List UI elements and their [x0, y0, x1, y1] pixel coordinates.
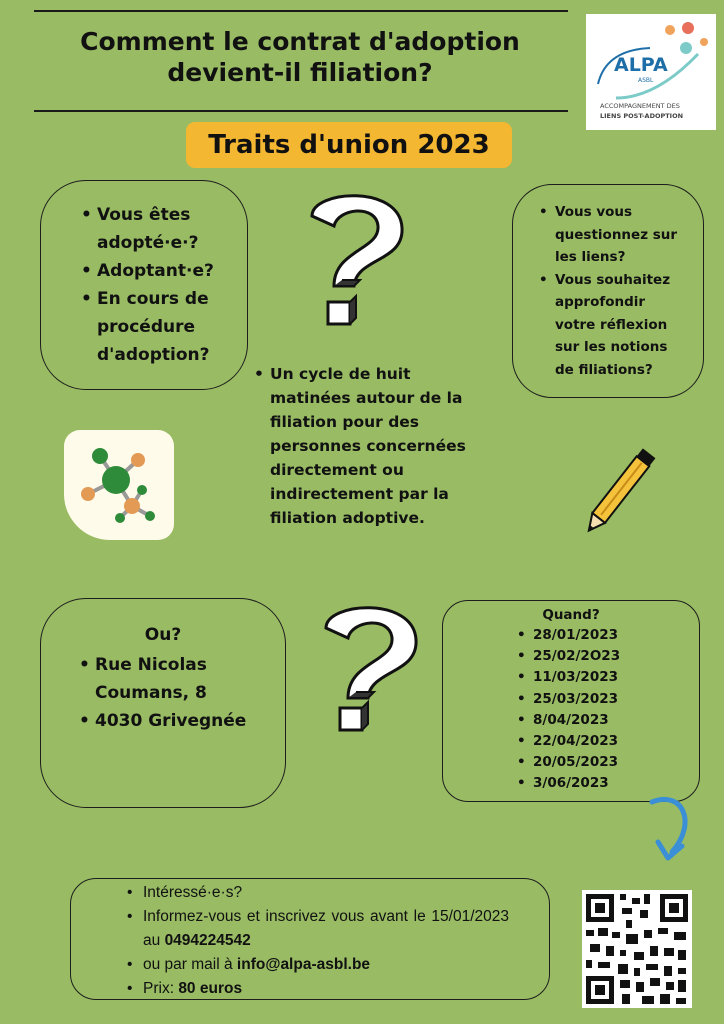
question-item: • Vous vous questionnez sur les liens?	[537, 201, 685, 269]
price-label: Prix:	[143, 980, 179, 997]
alpa-logo	[586, 14, 716, 130]
registration-item	[125, 905, 509, 953]
date-item: • 3/06/2023	[515, 773, 620, 794]
page-title	[40, 26, 560, 88]
audience-list	[79, 201, 227, 369]
program-description-text: • Un cycle de huit matinées autour de la filiation pour des personnes concernées directement ou indirectement par la filiation adoptive.	[252, 362, 488, 530]
title-line-2: devient-il filiation?	[167, 58, 433, 87]
location-heading: Ou?	[144, 625, 182, 645]
logo-tagline-2: LIENS POST-ADOPTION	[600, 112, 684, 120]
date-item: • 20/05/2023	[515, 752, 620, 773]
date-item: • 8/04/2023	[515, 710, 620, 731]
registration-item	[125, 881, 565, 905]
location-street: • Rue Nicolas Coumans, 8	[77, 651, 235, 707]
dates-heading: Quand?	[542, 607, 600, 623]
audience-item: • Adoptant·e?	[79, 257, 227, 285]
questions-bubble	[512, 184, 704, 398]
event-banner: Traits d'union 2023	[186, 122, 512, 168]
question-mark-icon	[304, 186, 414, 332]
qr-code-icon[interactable]	[582, 890, 692, 1008]
date-item: • 25/03/2023	[515, 689, 620, 710]
qr-code-image	[582, 890, 692, 1008]
registration-list	[125, 881, 565, 1001]
location-list	[77, 651, 246, 735]
dates-bubble	[442, 600, 700, 802]
deadline-text: Informez-vous et inscrivez vous avant le 15/01/2023 au	[143, 908, 509, 949]
dates-list	[515, 625, 620, 795]
date-item: • 22/04/2023	[515, 731, 620, 752]
audience-bubble	[40, 180, 248, 390]
molecule-icon	[64, 430, 174, 540]
top-rule	[34, 10, 568, 12]
question-item: • Vous souhaitez approfondir votre réflexion sur les notions de filiations?	[537, 269, 681, 382]
interest-text: Intéressé·e·s?	[143, 884, 243, 901]
registration-item	[125, 953, 565, 977]
program-description	[252, 362, 488, 530]
audience-item: • En cours de procédure d'adoption?	[79, 285, 227, 369]
date-item: • 25/02/2O23	[515, 646, 620, 667]
email-label: ou par mail à	[143, 956, 237, 973]
location-city: • 4030 Grivegnée	[77, 707, 246, 735]
logo-sub: ASBL	[638, 77, 654, 84]
logo-tagline-1: ACCOMPAGNEMENT DES	[600, 102, 680, 110]
question-mark-icon	[318, 598, 428, 744]
title-line-1: Comment le contrat d'adoption	[80, 27, 520, 56]
registration-item	[125, 977, 565, 1001]
pencil-icon	[566, 436, 676, 546]
audience-item: • Vous êtes adopté·e·?	[79, 201, 217, 257]
registration-bubble	[70, 878, 550, 1000]
logo-name: ALPA	[614, 54, 668, 76]
curved-arrow-icon	[648, 792, 696, 870]
phone-number[interactable]: 0494224542	[164, 932, 251, 949]
location-bubble	[40, 598, 286, 808]
date-item: • 11/03/2023	[515, 667, 620, 688]
molecule-card	[64, 430, 174, 540]
questions-list	[537, 201, 685, 381]
bottom-rule	[34, 110, 568, 112]
date-item: • 28/01/2023	[515, 625, 620, 646]
email-address[interactable]: info@alpa-asbl.be	[236, 956, 371, 973]
price-value: 80 euros	[178, 980, 243, 997]
